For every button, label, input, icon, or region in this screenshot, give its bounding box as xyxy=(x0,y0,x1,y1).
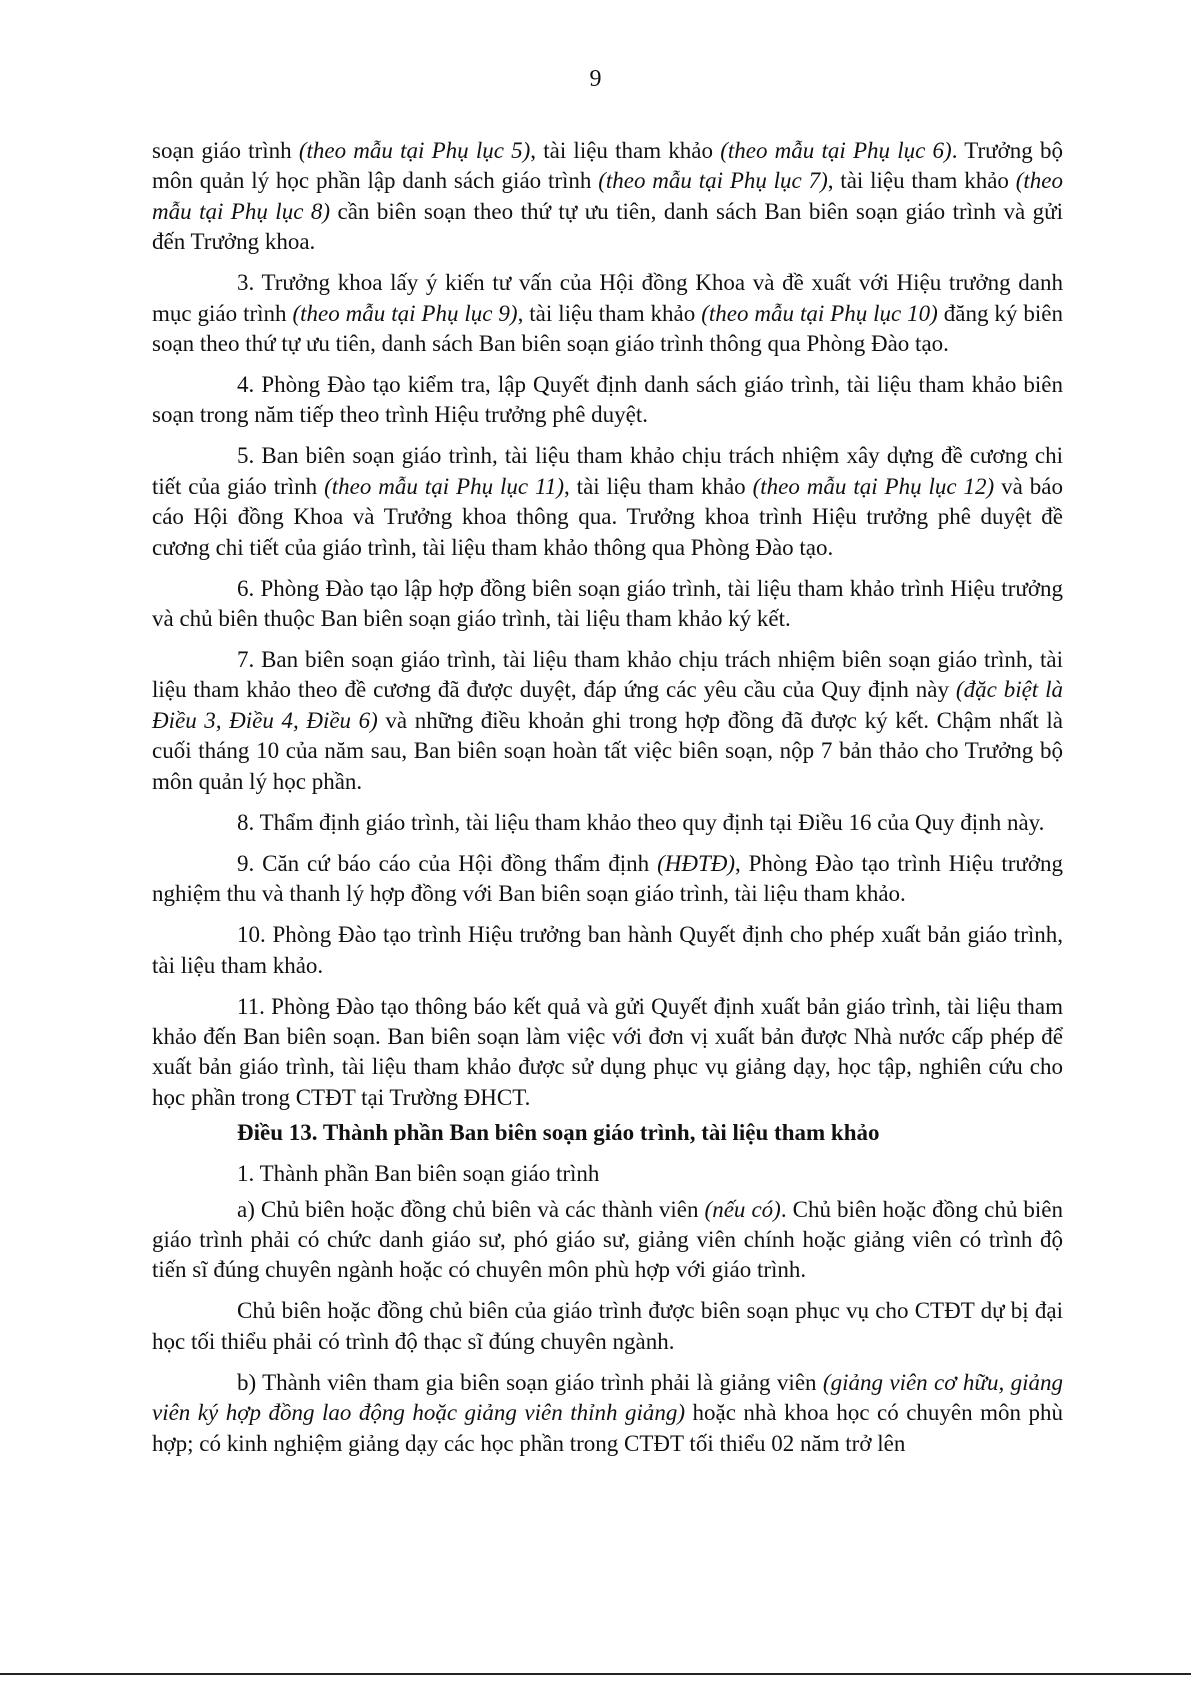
italic-reference: (theo mẫu tại Phụ lục 9) xyxy=(292,300,518,326)
italic-reference: (theo mẫu tại Phụ lục 6) xyxy=(720,138,952,163)
italic-reference: (HĐTĐ) xyxy=(657,850,736,876)
text-run: cần biên soạn theo thứ tự ưu tiên, danh sách Ban biên soạn giáo trình và gửi đến Trưởng khoa. xyxy=(152,198,1063,255)
document-body xyxy=(152,136,1063,1459)
paragraph xyxy=(152,1296,1063,1357)
procedure-steps xyxy=(152,136,1063,1113)
page-bottom-rule xyxy=(0,1673,1191,1675)
text-run: , tài liệu tham khảo xyxy=(517,300,702,326)
text-run: a) Chủ biên hoặc đồng chủ biên và các thành viên xyxy=(237,1196,705,1222)
text-run: 9. Căn cứ báo cáo của Hội đồng thẩm định xyxy=(237,850,658,876)
paragraph xyxy=(152,136,1063,258)
page-number: 9 xyxy=(589,66,602,92)
text-run: , tài liệu tham khảo xyxy=(827,168,1016,194)
text-run: hoặc nhà khoa học có chuyên môn phù hợp; có kinh nghiệm giảng dạy các học phần trong CTĐT tối thiểu 02 năm trở lên xyxy=(152,1400,1064,1456)
italic-reference: (theo mẫu tại Phụ lục 11) xyxy=(324,473,564,499)
article-heading: Điều 13. Thành phần Ban biên soạn giáo trình, tài liệu tham khảo xyxy=(237,1120,880,1146)
text-run: 7. Ban biên soạn giáo trình, tài liệu tham khảo chịu trách nhiệm biên soạn giáo trình, tài liệu tham khảo theo đề cương đã được duyệt, đáp ứng các yêu cầu của Quy định này xyxy=(152,647,1063,703)
text-run: soạn giáo trình xyxy=(152,138,299,163)
text-run: và báo cáo Hội đồng Khoa và Trưởng khoa thông qua. Trưởng khoa trình Hiệu trưởng phê duyệt đề cương chi tiết của giáo trình, tài liệu tham khảo thông qua Phòng Đào tạo. xyxy=(152,473,1064,560)
italic-reference: (theo mẫu tại Phụ lục 7) xyxy=(598,168,828,194)
italic-reference: (theo mẫu tại Phụ lục 8) xyxy=(152,168,1063,224)
text-run: , Phòng Đào tạo trình Hiệu trưởng nghiệm thu và thanh lý hợp đồng với Ban biên soạn giáo trình, tài liệu tham khảo. xyxy=(152,850,1063,907)
text-run: . Chủ biên hoặc đồng chủ biên giáo trình phải có chức danh giáo sư, phó giáo sư, giảng viên chính hoặc giảng viên có trình độ tiến sĩ đúng chuyên ngành hoặc có chuyên môn phù hợp với giáo trình. xyxy=(152,1196,1063,1283)
paragraph xyxy=(152,268,1063,359)
italic-reference: (theo mẫu tại Phụ lục 12) xyxy=(752,473,995,499)
text-run: b) Thành viên tham gia biên soạn giáo trình phải là giảng viên xyxy=(237,1369,823,1395)
paragraph xyxy=(152,574,1063,635)
paragraph xyxy=(152,441,1063,563)
text-run: 8. Thẩm định giáo trình, tài liệu tham khảo theo quy định tại Điều 16 của Quy định này. xyxy=(237,809,1045,835)
text-run: 6. Phòng Đào tạo lập hợp đồng biên soạn giáo trình, tài liệu tham khảo trình Hiệu trưởng và chủ biên thuộc Ban biên soạn giáo trình, tài liệu tham khảo ký kết. xyxy=(152,575,1063,632)
italic-reference: (đặc biệt là Điều 3, Điều 4, Điều 6) xyxy=(152,677,1063,733)
text-run: 4. Phòng Đào tạo kiểm tra, lập Quyết định danh sách giáo trình, tài liệu tham khảo biên soạn trong năm tiếp theo trình Hiệu trưởng phê duyệt. xyxy=(152,372,1063,428)
paragraph xyxy=(152,992,1063,1114)
paragraph xyxy=(152,849,1063,910)
paragraph xyxy=(152,1368,1063,1459)
text-run: Chủ biên hoặc đồng chủ biên của giáo trình được biên soạn phục vụ cho CTĐT dự bị đại học tối thiểu phải có trình độ thạc sĩ đúng chuyên ngành. xyxy=(152,1298,1063,1354)
paragraph xyxy=(152,1159,1063,1189)
text-run: 5. Ban biên soạn giáo trình, tài liệu tham khảo chịu trách nhiệm xây dựng đề cương chi tiết của giáo trình xyxy=(152,443,1063,499)
article-13-body xyxy=(152,1159,1063,1459)
paragraph xyxy=(152,645,1063,797)
paragraph xyxy=(152,808,1063,838)
text-run: 3. Trưởng khoa lấy ý kiến tư vấn của Hội đồng Khoa và đề xuất với Hiệu trưởng danh mục giáo trình xyxy=(152,270,1063,326)
text-run: đăng ký biên soạn theo thứ tự ưu tiên, danh sách Ban biên soạn giáo trình thông qua Phòng Đào tạo. xyxy=(152,300,1063,357)
text-run: 10. Phòng Đào tạo trình Hiệu trưởng ban hành Quyết định cho phép xuất bản giáo trình, tài liệu tham khảo. xyxy=(152,922,1063,978)
paragraph xyxy=(152,1195,1063,1286)
text-run: 11. Phòng Đào tạo thông báo kết quả và gửi Quyết định xuất bản giáo trình, tài liệu tham khảo đến Ban biên soạn. Ban biên soạn làm việc với đơn vị xuất bản được Nhà nước cấp phép để xuất bản giáo trình, tài liệu tham khảo được sử dụng phục vụ giảng dạy, học tập, nghiên cứu cho học phần trong CTĐT tại Trường ĐHCT. xyxy=(152,993,1063,1110)
text-run: , tài liệu tham khảo xyxy=(564,473,753,499)
italic-reference: (giảng viên cơ hữu, giảng viên ký hợp đồng lao động hoặc giảng viên thỉnh giảng) xyxy=(152,1369,1063,1426)
paragraph xyxy=(152,370,1063,431)
text-run: . Trưởng bộ môn quản lý học phần lập danh sách giáo trình xyxy=(152,138,1063,194)
text-run: và những điều khoản ghi trong hợp đồng đã được ký kết. Chậm nhất là cuối tháng 10 của năm sau, Ban biên soạn hoàn tất việc biên soạn, nộp 7 bản thảo cho Trưởng bộ môn quản lý học phần. xyxy=(152,707,1063,794)
text-run: , tài liệu tham khảo xyxy=(530,138,721,163)
italic-reference: (theo mẫu tại Phụ lục 5) xyxy=(298,138,531,163)
paragraph xyxy=(152,920,1063,981)
italic-reference: (theo mẫu tại Phụ lục 10) xyxy=(701,300,938,326)
italic-reference: (nếu có) xyxy=(704,1196,781,1222)
text-run: 1. Thành phần Ban biên soạn giáo trình xyxy=(237,1161,600,1187)
